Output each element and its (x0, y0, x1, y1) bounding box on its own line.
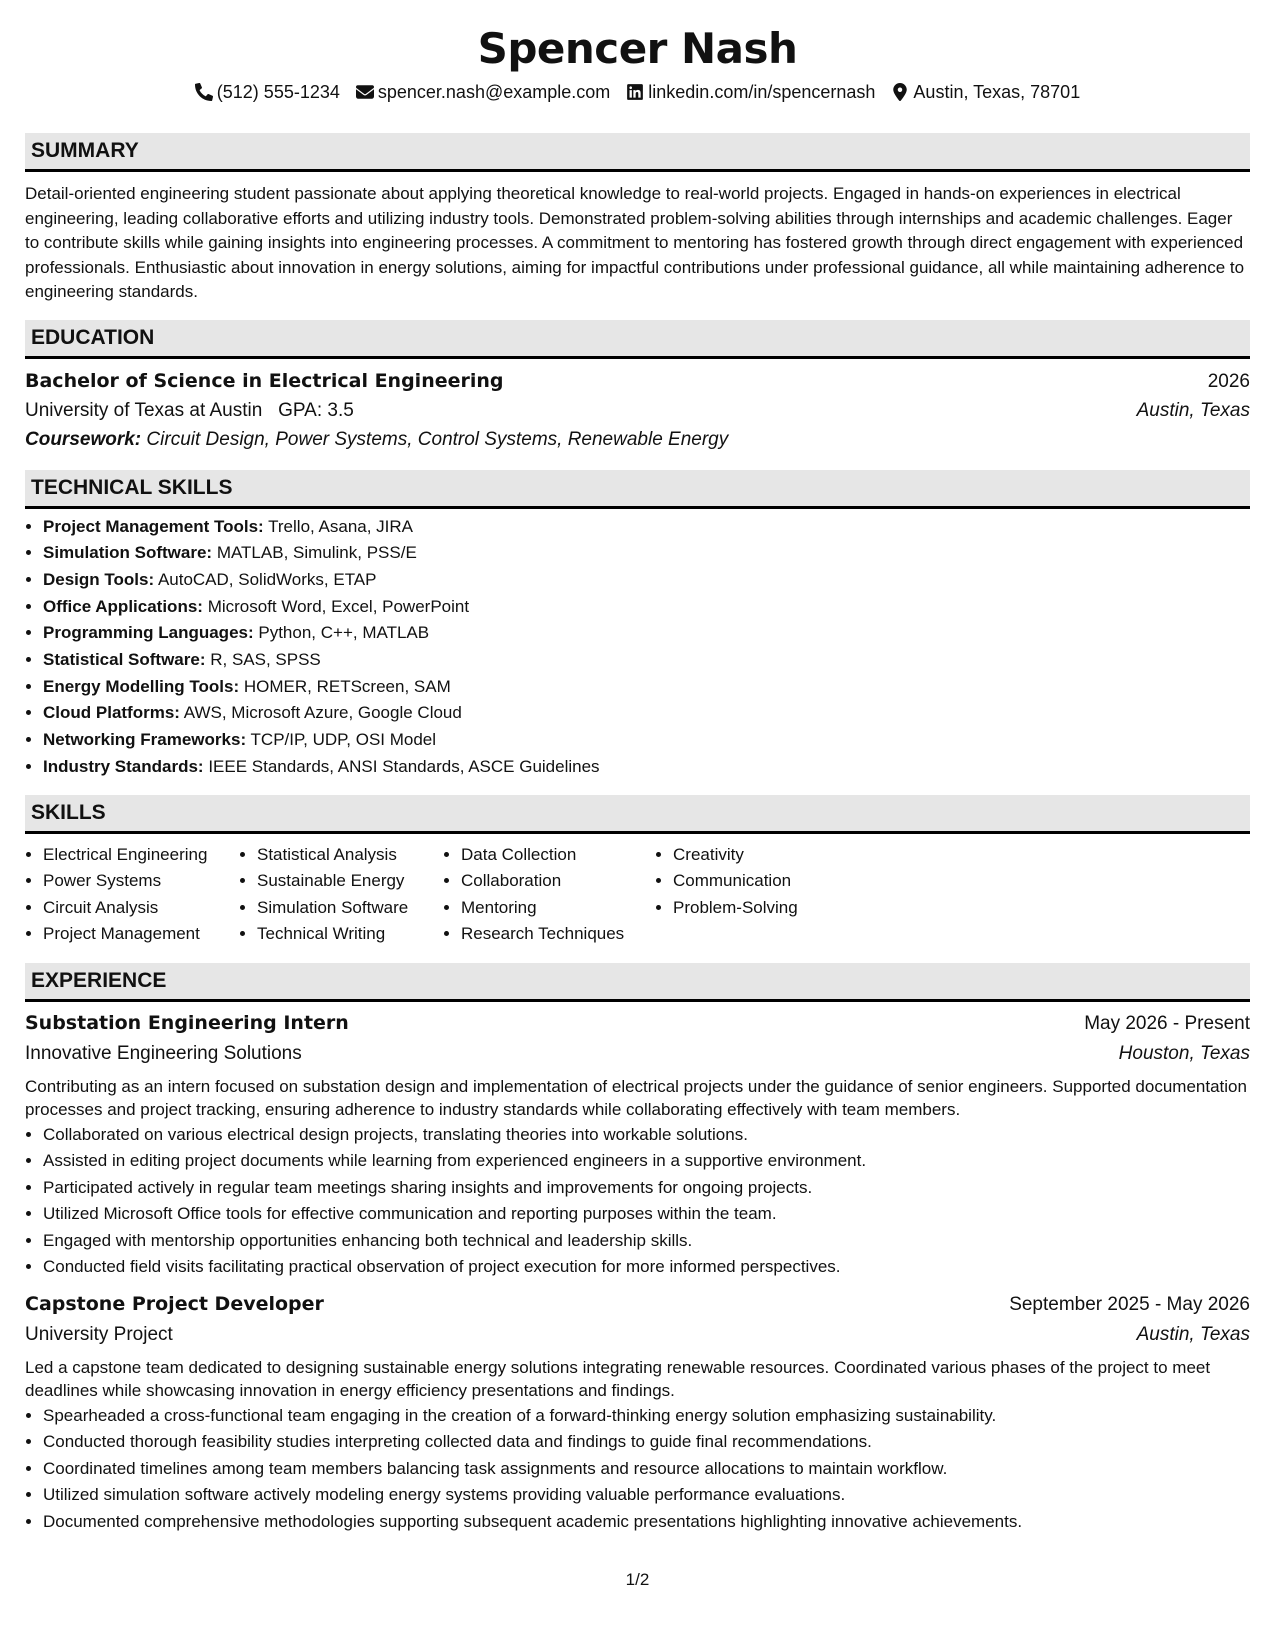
summary-section-header: SUMMARY (25, 133, 1250, 172)
skills-column-2 (239, 842, 443, 948)
job-bullets (25, 1403, 1250, 1536)
skill-label: Energy Modelling Tools: (43, 676, 240, 696)
skill-value: IEEE Standards, ANSI Standards, ASCE Guidelines (208, 756, 600, 776)
email-link[interactable]: spencer.nash@example.com (377, 82, 611, 102)
contact-row (25, 80, 1250, 104)
coursework-list: Circuit Design, Power Systems, Control Systems, Renewable Energy (146, 428, 729, 450)
list-item: • Electrical Engineering (43, 842, 239, 869)
technical-skills-list (25, 514, 1250, 781)
list-item: • Statistical Analysis (257, 842, 443, 869)
envelope-icon (356, 83, 374, 101)
technical-skills-section-header: TECHNICAL SKILLS (25, 470, 1250, 509)
list-item: • Data Collection (461, 842, 655, 869)
graduation-year: 2026 (1207, 370, 1250, 392)
skills-grid (25, 842, 1250, 948)
list-item: • Utilized Microsoft Office tools for effective communication and reporting purposes within the team. (43, 1201, 1250, 1228)
list-item: • Mentoring (461, 895, 655, 922)
job-title: Capstone Project Developer (25, 1292, 324, 1315)
school-location: Austin, Texas (1136, 399, 1250, 421)
list-item: • Project Management (43, 921, 239, 948)
skill-value: HOMER, RETScreen, SAM (243, 676, 451, 696)
list-item: • Conducted thorough feasibility studies interpreting collected data and findings to guide final recommendations. (43, 1429, 1250, 1456)
summary-text: Detail-oriented engineering student passionate about applying theoretical knowledge to real-world projects. Engaged in hands-on experiences in electrical engineering, leading collaborative efforts and utilizing industry tools. Demonstrated problem-solving abilities through internships and academic challenges. Eager to contribute skills while gaining insights into engineering processes. A commitment to mentoring has fostered growth through direct engagement with experienced professionals. Enthusiastic about innovation in energy solutions, aiming for impactful contributions under professional guidance, all while maintaining adherence to engineering standards. (25, 184, 1245, 301)
skill-label: Cloud Platforms: (43, 703, 180, 723)
contact-email[interactable] (356, 80, 610, 104)
phone-icon (195, 83, 213, 101)
contact-phone (195, 80, 340, 104)
list-item: • Coordinated timelines among team members balancing task assignments and resource allocations to maintain workflow. (43, 1456, 1250, 1483)
job-bullets (25, 1122, 1250, 1281)
page-number: 1/2 (625, 1570, 650, 1589)
experience-section-header: EXPERIENCE (25, 963, 1250, 1002)
skill-value: Microsoft Word, Excel, PowerPoint (207, 596, 470, 616)
skill-label: Industry Standards: (43, 756, 204, 776)
skills-column-1 (25, 842, 239, 948)
list-item: • Conducted field visits facilitating practical observation of project execution for more informed perspectives. (43, 1254, 1250, 1281)
list-item (43, 540, 1250, 567)
education-entry (25, 367, 1250, 454)
gpa-text: GPA: 3.5 (278, 399, 354, 421)
education-section-header: EDUCATION (25, 320, 1250, 359)
degree-title: Bachelor of Science in Electrical Engineering (25, 369, 504, 392)
list-item: • Collaborated on various electrical design projects, translating theories into workable solutions. (43, 1122, 1250, 1149)
list-item (43, 754, 1250, 781)
contact-location (891, 80, 1080, 104)
list-item: • Creativity (673, 842, 873, 869)
list-item: • Research Techniques (461, 921, 655, 948)
skill-value: MATLAB, Simulink, PSS/E (216, 543, 417, 563)
experience-entry (25, 1289, 1250, 1536)
job-description: Led a capstone team dedicated to designing sustainable energy solutions integrating renewable resources. Coordinated various phases of the project to meet deadlines while showcasing innovation in energy efficiency presentations and findings. (25, 1357, 1211, 1401)
skill-label: Simulation Software: (43, 543, 213, 563)
location-text: Austin, Texas, 78701 (913, 82, 1081, 102)
list-item: • Communication (673, 868, 873, 895)
list-item: • Power Systems (43, 868, 239, 895)
company-name: Innovative Engineering Solutions (25, 1042, 302, 1064)
job-dates: May 2026 - Present (1084, 1012, 1250, 1034)
list-item: • Collaboration (461, 868, 655, 895)
skills-column-4 (655, 842, 873, 948)
job-location: Houston, Texas (1118, 1042, 1250, 1064)
list-item (43, 620, 1250, 647)
school-gpa (25, 396, 354, 425)
skill-value: Python, C++, MATLAB (258, 623, 430, 643)
list-item: • Sustainable Energy (257, 868, 443, 895)
skill-label: Programming Languages: (43, 623, 254, 643)
candidate-name: Spencer Nash (477, 24, 798, 73)
school-name: University of Texas at Austin (25, 399, 263, 421)
skill-label: Statistical Software: (43, 650, 206, 670)
list-item (43, 700, 1250, 727)
contact-linkedin[interactable] (626, 80, 875, 104)
list-item: • Spearheaded a cross-functional team engaging in the creation of a forward-thinking energy solution emphasizing sustainability. (43, 1403, 1250, 1430)
list-item: • Assisted in editing project documents while learning from experienced engineers in a supportive environment. (43, 1148, 1250, 1175)
company-name: University Project (25, 1323, 173, 1345)
job-description: Contributing as an intern focused on substation design and implementation of electrical projects under the guidance of senior engineers. Supported documentation processes and project tracking, ensuring adherence to industry standards while collaborating effectively with team members. (25, 1076, 1247, 1120)
list-item: • Participated actively in regular team meetings sharing insights and improvements for ongoing projects. (43, 1175, 1250, 1202)
list-item: • Simulation Software (257, 895, 443, 922)
skill-value: AWS, Microsoft Azure, Google Cloud (183, 703, 462, 723)
list-item: • Circuit Analysis (43, 895, 239, 922)
list-item (43, 647, 1250, 674)
list-item (43, 727, 1250, 754)
skill-value: R, SAS, SPSS (210, 650, 321, 670)
job-location: Austin, Texas (1136, 1323, 1250, 1345)
list-item (43, 674, 1250, 701)
resume-page (25, 0, 1250, 1535)
list-item: • Utilized simulation software actively modeling energy systems providing valuable performance evaluations. (43, 1482, 1250, 1509)
linkedin-icon (626, 83, 644, 101)
coursework-label: Coursework: (25, 428, 142, 450)
skill-value: AutoCAD, SolidWorks, ETAP (157, 569, 377, 589)
skill-label: Project Management Tools: (43, 516, 264, 536)
linkedin-link[interactable]: linkedin.com/in/spencernash (648, 82, 876, 102)
list-item: • Documented comprehensive methodologies supporting subsequent academic presentations highlighting innovative achievements. (43, 1509, 1250, 1536)
list-item (43, 514, 1250, 541)
list-item: • Problem-Solving (673, 895, 873, 922)
skill-value: TCP/IP, UDP, OSI Model (250, 730, 437, 750)
skill-label: Networking Frameworks: (43, 730, 247, 750)
list-item: • Engaged with mentorship opportunities enhancing both technical and leadership skills. (43, 1228, 1250, 1255)
skills-section-header: SKILLS (25, 795, 1250, 834)
job-dates: September 2025 - May 2026 (1009, 1293, 1250, 1315)
map-pin-icon (891, 83, 909, 101)
skill-label: Design Tools: (43, 569, 155, 589)
job-title: Substation Engineering Intern (25, 1011, 349, 1034)
list-item (43, 567, 1250, 594)
phone-text: (512) 555-1234 (216, 82, 340, 102)
list-item (43, 594, 1250, 621)
coursework-line (25, 425, 1250, 454)
skill-value: Trello, Asana, JIRA (268, 516, 414, 536)
skill-label: Office Applications: (43, 596, 203, 616)
list-item: • Technical Writing (257, 921, 443, 948)
skills-column-3 (443, 842, 655, 948)
experience-entry (25, 1008, 1250, 1281)
